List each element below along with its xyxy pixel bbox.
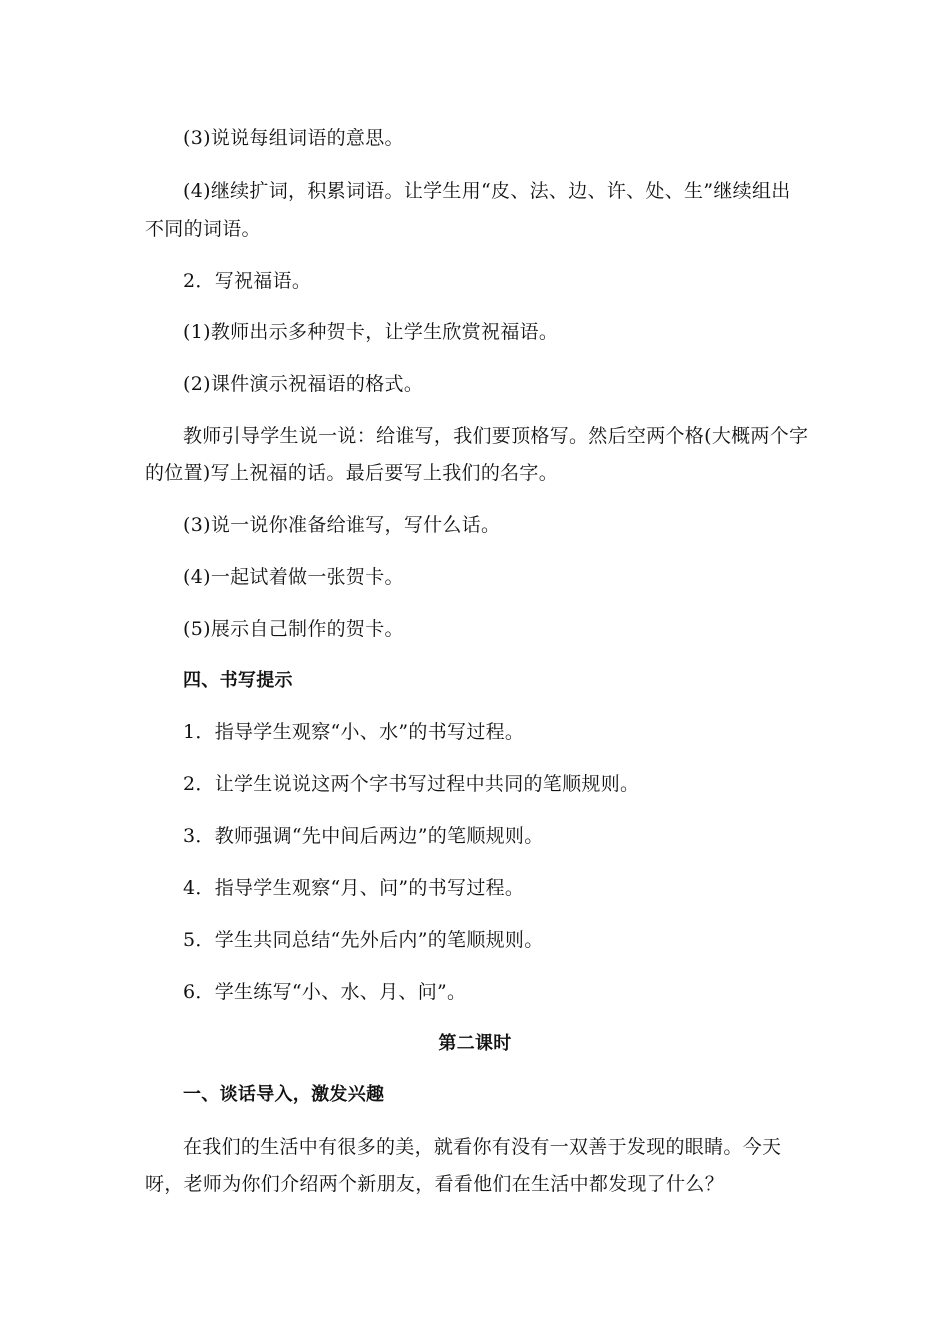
- tip-6-practice: 6．学生练写“小、水、月、问”。: [183, 981, 467, 1003]
- paragraph-intro-line2: 呀，老师为你们介绍两个新朋友，看看他们在生活中都发现了什么？: [145, 1173, 725, 1195]
- paragraph-4-expand-words-line1: (4)继续扩词，积累词语。让学生用“皮、法、边、许、处、生”继续组出: [183, 180, 791, 202]
- paragraph-teacher-guide-line2: 的位置)写上祝福的话。最后要写上我们的名字。: [145, 462, 559, 484]
- lesson-title-second-period: 第二课时: [438, 1033, 512, 1054]
- paragraph-4-make-card: (4)一起试着做一张贺卡。: [183, 566, 404, 588]
- section-heading-writing-tips: 四、书写提示: [183, 670, 293, 691]
- paragraph-intro-line1: 在我们的生活中有很多的美，就看你有没有一双善于发现的眼睛。今天: [183, 1136, 782, 1158]
- paragraph-3-meaning: (3)说说每组词语的意思。: [183, 127, 404, 149]
- paragraph-teacher-guide-line1: 教师引导学生说一说：给谁写，我们要顶格写。然后空两个格(大概两个字: [183, 425, 809, 447]
- paragraph-4-expand-words-line2: 不同的词语。: [145, 218, 261, 240]
- paragraph-5-show-card: (5)展示自己制作的贺卡。: [183, 618, 404, 640]
- paragraph-3-who-to-write: (3)说一说你准备给谁写，写什么话。: [183, 514, 501, 536]
- tip-5-outside-first: 5．学生共同总结“先外后内”的笔顺规则。: [183, 929, 544, 951]
- paragraph-1-show-cards: (1)教师出示多种贺卡，让学生欣赏祝福语。: [183, 321, 559, 343]
- heading-write-greetings: 2．写祝福语。: [183, 270, 312, 292]
- tip-2-stroke-rule: 2．让学生说说这两个字书写过程中共同的笔顺规则。: [183, 773, 640, 795]
- tip-1-observe-xiao-shui: 1．指导学生观察“小、水”的书写过程。: [183, 721, 525, 743]
- paragraph-2-courseware: (2)课件演示祝福语的格式。: [183, 373, 424, 395]
- tip-4-observe-yue-wen: 4．指导学生观察“月、问”的书写过程。: [183, 877, 525, 899]
- tip-3-middle-first: 3．教师强调“先中间后两边”的笔顺规则。: [183, 825, 544, 847]
- section-heading-introduction: 一、谈话导入，激发兴趣: [183, 1084, 385, 1105]
